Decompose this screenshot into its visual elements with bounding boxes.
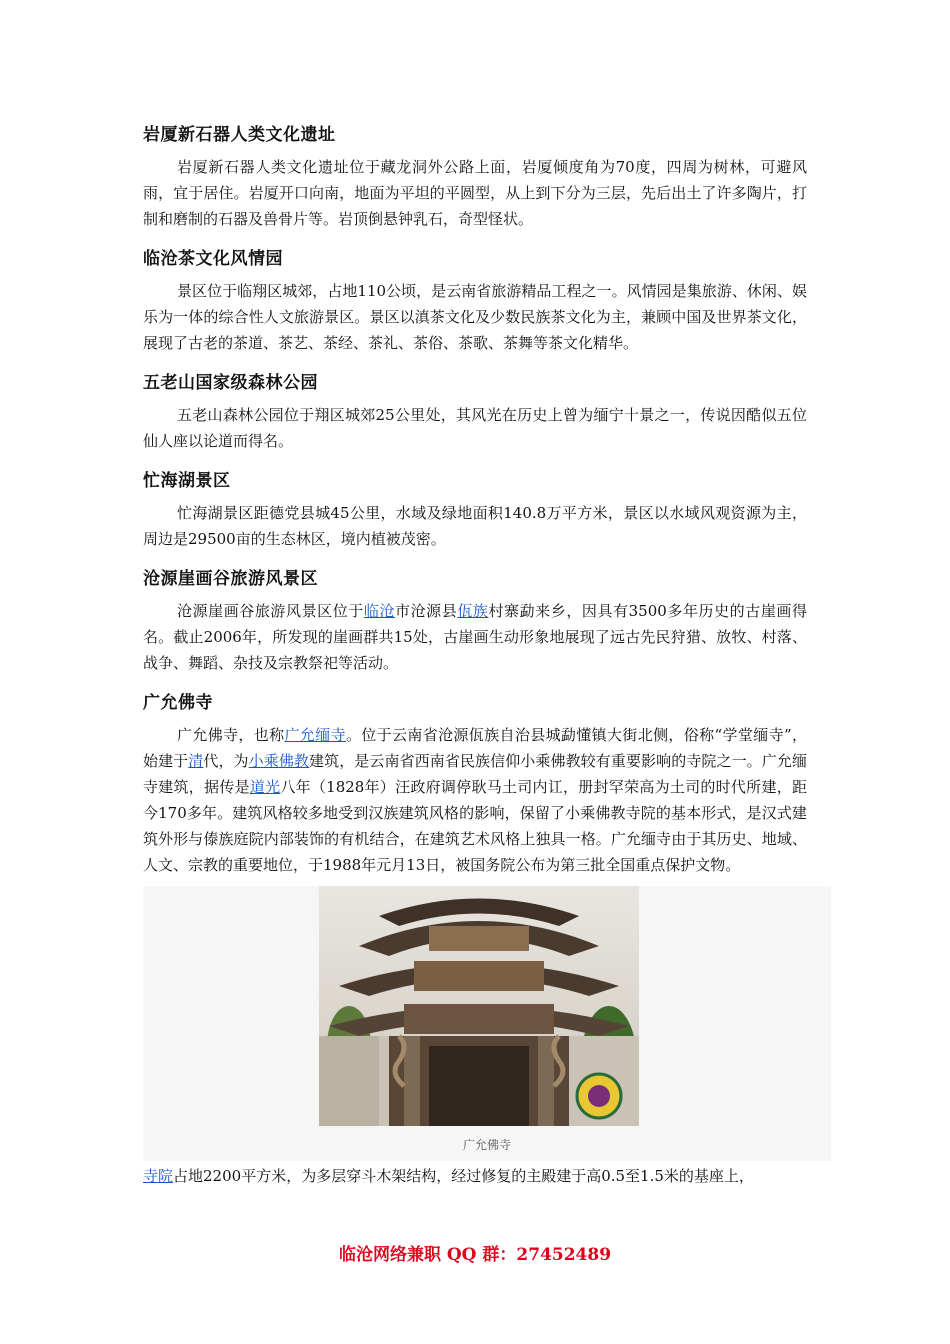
section-paragraph (143, 722, 807, 878)
section-heading: 广允佛寺 (143, 693, 213, 713)
temple-photo (319, 886, 639, 1126)
link-lincang[interactable]: 临沧 (363, 602, 396, 620)
link-wa[interactable]: 佤族 (457, 602, 489, 620)
text-run: 建筑，是云南省西南省民族信仰小乘佛教较有重要影响的寺院之一。广允缅寺建筑，据传是 (143, 752, 807, 796)
section-paragraph: 岩厦新石器人类文化遗址位于藏龙洞外公路上面，岩厦倾度角为70度，四周为树林，可避风雨，宜于居住。岩厦开口向南，地面为平坦的平圆型，从上到下分为三层，先后出土了许多陶片，打制和磨制的石器及兽骨片等。岩顶倒悬钟乳石，奇型怪状。 (143, 158, 807, 228)
section-paragraph: 景区位于临翔区城郊，占地110公顷，是云南省旅游精品工程之一。风情园是集旅游、休闲、娱乐为一体的综合性人文旅游景区。景区以滇茶文化及少数民族茶文化为主，兼顾中国及世界茶文化，展现了古老的茶道、茶艺、茶经、茶礼、茶俗、茶歌、茶舞等茶文化精华。 (143, 282, 807, 352)
text-run: 代，为 (203, 752, 249, 770)
text-run: 沧源崖画谷旅游风景区位于 (177, 602, 364, 620)
figure-box (143, 886, 831, 1161)
text-run: 市沧源县 (395, 602, 458, 620)
section-paragraph: 五老山森林公园位于翔区城郊25公里处，其风光在历史上曾为缅宁十景之一，传说因酷似五位仙人座以论道而得名。 (143, 406, 807, 450)
link-qing[interactable]: 清 (188, 752, 204, 770)
link-temple[interactable]: 寺院 (143, 1167, 174, 1185)
text-run: 占地2200平方米，为多层穿斗木架结构，经过修复的主殿建于高0.5至1.5米的基座上， (173, 1167, 754, 1185)
document-body (143, 122, 807, 1203)
section-heading: 五老山国家级森林公园 (143, 373, 318, 393)
section-heading: 沧源崖画谷旅游风景区 (143, 569, 318, 589)
text-run: 广允佛寺，也称 (177, 726, 285, 744)
footer-note: 临沧网络兼职 QQ 群：27452489 (338, 1245, 612, 1265)
text-run: 八年（1828年）汪政府调停耿马土司内讧，册封罕荣高为土司的时代所建，距今170多年。建筑风格较多地受到汉族建筑风格的影响，保留了小乘佛教寺院的基本形式，是汉式建筑外形与傣族庭院内部装饰的有机结合，在建筑艺术风格上独具一格。广允缅寺由于其历史、地域、人文、宗教的重要地位，于1988年元月13日，被国务院公布为第三批全国重点保护文物。 (143, 778, 807, 874)
text-run: 。位于云南省沧源佤族自治县城勐懂镇大街北侧，俗称“学堂缅寺”，始建于 (143, 726, 807, 770)
link-daoguang[interactable]: 道光 (249, 778, 281, 796)
section-paragraph: 忙海湖景区距德党县城45公里，水域及绿地面积140.8万平方米，景区以水域风观资源为主，周边是29500亩的生态林区，境内植被茂密。 (143, 504, 807, 548)
link-guangyun-temple[interactable]: 广允缅寺 (284, 726, 346, 744)
section-heading: 岩厦新石器人类文化遗址 (143, 125, 336, 145)
figure-caption: 广允佛寺 (462, 1138, 511, 1152)
section-paragraph (143, 598, 807, 676)
text-run: 村寨勐来乡，因具有3500多年历史的古崖画得名。截止2006年，所发现的崖画群共15处，古崖画生动形象地展现了远古先民狩猎、放牧、村落、战争、舞蹈、杂技及宗教祭祀等活动。 (143, 602, 807, 672)
link-theravada[interactable]: 小乘佛教 (248, 752, 310, 770)
section-heading: 临沧茶文化风情园 (143, 249, 283, 269)
section-paragraph (143, 1163, 807, 1189)
section-heading: 忙海湖景区 (143, 471, 231, 491)
temple-illustration (319, 886, 639, 1126)
